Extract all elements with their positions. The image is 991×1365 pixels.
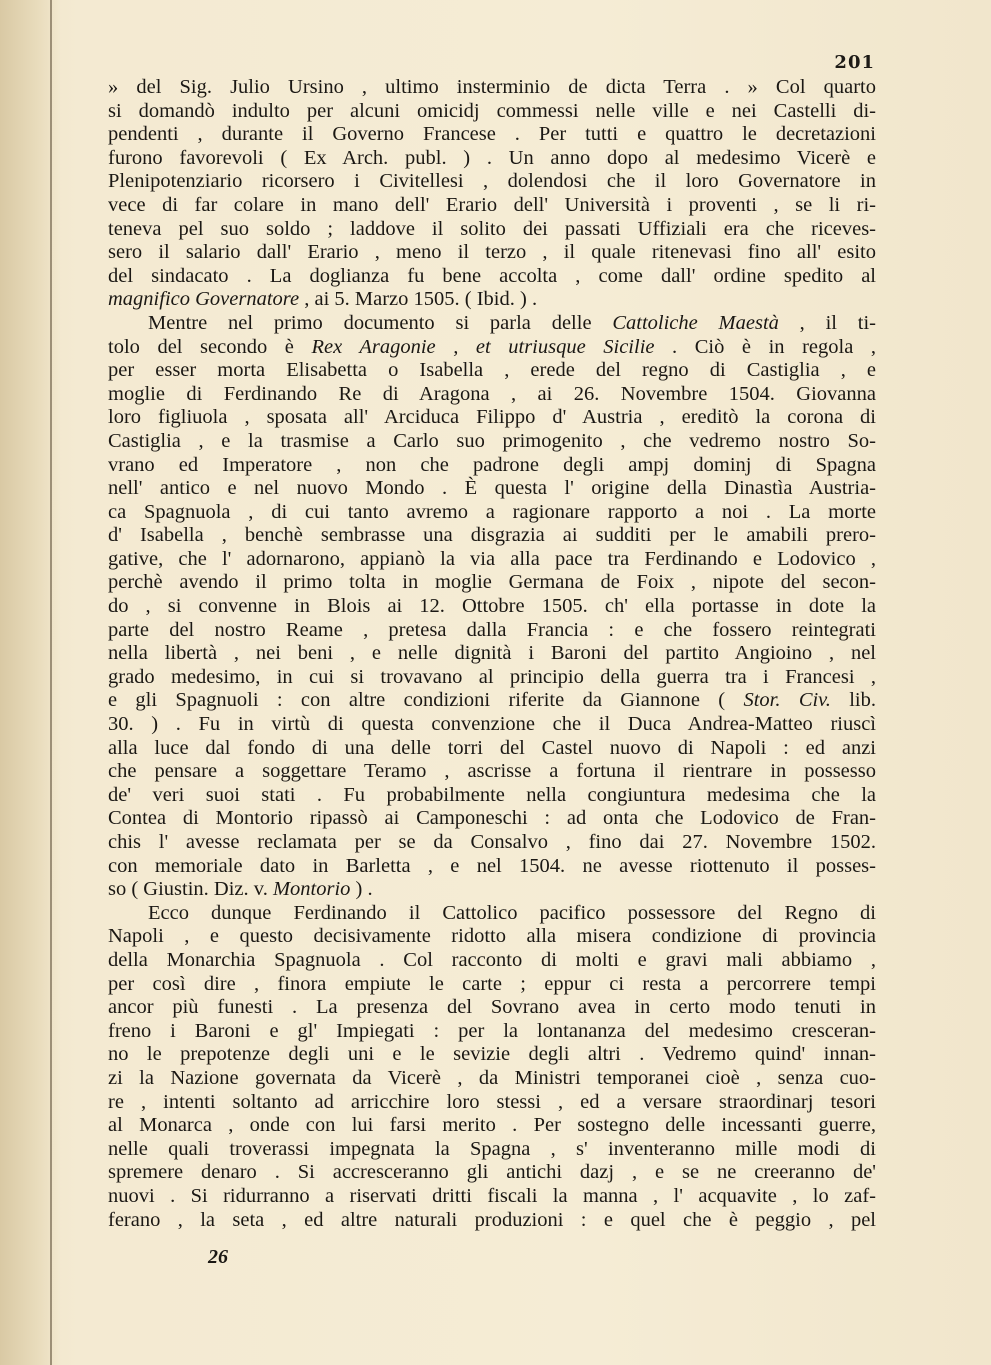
text-segment: re , intenti soltanto ad arricchire loro stessi , ed a versare straordinarj tesori: [108, 1090, 876, 1113]
text-line: [108, 524, 876, 548]
text-line: [108, 666, 876, 690]
text-segment: ferano , la seta , ed altre naturali produzioni : e quel che è peggio , pel: [108, 1208, 876, 1231]
text-line: [108, 1091, 876, 1115]
text-segment: so ( Giustin. Diz. v.: [108, 878, 273, 901]
text-line: [108, 619, 876, 643]
text-segment: teneva pel suo soldo ; laddove il solito dei passati Uffiziali era che riceves-: [108, 217, 876, 240]
text-line: [108, 1138, 876, 1162]
text-line: [108, 336, 876, 360]
text-segment: pendenti , durante il Governo Francese . Per tutti e quattro le decretazioni: [108, 123, 876, 146]
text-segment: per così dire , finora empiute le carte ; eppur ci resta a percorrere tempi: [108, 972, 876, 995]
text-line: [108, 595, 876, 619]
text-line: [108, 1067, 876, 1091]
italic-text: Montorio: [272, 878, 351, 901]
text-segment: nuovi . Si ridurranno a riservati dritti fiscali la manna , l' acquavite , lo zaf-: [108, 1184, 876, 1207]
signature-mark: 26: [208, 1246, 228, 1268]
text-segment: zi la Nazione governata da Vicerè , da Ministri temporanei cioè , senza cuo-: [108, 1066, 876, 1089]
text-segment: ancor più funesti . La presenza del Sovrano avea in certo modo tenuti in: [108, 996, 876, 1019]
italic-text: Rex Aragonie , et utriusque Sicilie: [311, 335, 655, 358]
text-segment: . Ciò è in regola ,: [654, 335, 876, 358]
text-line: [108, 925, 876, 949]
text-line: [108, 170, 876, 194]
page-number: 201: [834, 52, 875, 73]
binding-edge: [50, 0, 52, 1365]
text-segment: loro figliuola , sposata all' Arciduca Filippo d' Austria , ereditò la corona di: [108, 406, 876, 429]
text-line: [108, 1185, 876, 1209]
text-segment: spremere denaro . Si accresceranno gli antichi dazj , e se ne creeranno de': [108, 1161, 876, 1184]
text-segment: Napoli , e questo decisivamente ridotto alla misera condizione di provincia: [108, 925, 876, 948]
text-line: [108, 265, 876, 289]
text-line: [108, 100, 876, 124]
text-line: [108, 477, 876, 501]
text-line: [108, 949, 876, 973]
text-segment: furono favorevoli ( Ex Arch. publ. ) . Un anno dopo al medesimo Vicerè e: [108, 146, 876, 169]
text-segment: Castiglia , e la trasmise a Carlo suo primogenito , che vedremo nostro So-: [108, 429, 876, 452]
text-line: [108, 194, 876, 218]
text-line: [108, 76, 876, 100]
text-line: [108, 737, 876, 761]
italic-text: Cattoliche Maestà: [612, 311, 779, 334]
text-line: [108, 454, 876, 478]
text-segment: moglie di Ferdinando Re di Aragona , ai 26. Novembre 1504. Giovanna: [108, 382, 876, 405]
text-segment: perchè avendo il primo tolta in moglie Germana de Foix , nipote del secon-: [108, 571, 876, 594]
text-segment: al Monarca , onde con lui farsi merito . Per sostegno delle incessanti guerre,: [108, 1114, 876, 1137]
text-segment: d' Isabella , benchè sembrasse una disgrazia ai sudditi per le amabili prero-: [108, 524, 876, 547]
text-segment: no le prepotenze degli uni e le sevizie degli altri . Vedremo quind' innan-: [108, 1043, 876, 1066]
text-segment: freno i Baroni e gl' Impiegati : per la lontananza del medesimo cresceran-: [108, 1019, 876, 1042]
text-segment: con memoriale dato in Barletta , e nel 1504. ne avesse riottenuto il posses-: [108, 854, 876, 877]
text-line: [108, 807, 876, 831]
text-line: [108, 1043, 876, 1067]
text-line: [108, 689, 876, 713]
text-segment: nell' antico e nel nuovo Mondo . È questa l' origine della Dinastìa Austria-: [108, 477, 876, 500]
italic-text: magnifico Governatore: [108, 288, 300, 311]
text-segment: Plenipotenziario ricorsero i Civitellesi , dolendosi che il loro Governatore in: [108, 170, 876, 193]
text-line: [108, 406, 876, 430]
text-line: [108, 642, 876, 666]
text-line: [108, 973, 876, 997]
text-segment: Mentre nel primo documento si parla delle: [148, 311, 613, 334]
text-line: [108, 218, 876, 242]
text-line: [108, 359, 876, 383]
text-line: [108, 713, 876, 737]
text-line: [108, 1020, 876, 1044]
text-segment: tolo del secondo è: [108, 335, 312, 358]
text-line: [108, 878, 876, 902]
text-line: [108, 902, 876, 926]
text-segment: parte del nostro Reame , pretesa dalla Francia : e che fossero reintegrati: [108, 618, 876, 641]
text-segment: gative, che l' adornarono, appianò la via alla pace tra Ferdinando e Lodovico ,: [108, 547, 876, 570]
text-line: [108, 760, 876, 784]
text-segment: ) .: [350, 878, 373, 901]
text-line: [108, 383, 876, 407]
text-line: [108, 123, 876, 147]
text-segment: vece di far colare in mano dell' Erario dell' Università i proventi , se li ri-: [108, 193, 876, 216]
text-segment: de' veri suoi stati . Fu probabilmente nella congiuntura medesima che la: [108, 783, 876, 806]
text-segment: che pensare a soggettare Teramo , ascrisse a fortuna il rientrare in possesso: [108, 760, 876, 783]
text-line: [108, 548, 876, 572]
text-segment: » del Sig. Julio Ursino , ultimo insterminio de dicta Terra . » Col quarto: [108, 76, 876, 98]
italic-text: Stor. Civ.: [743, 689, 831, 712]
text-segment: chis l' avesse reclamata per se da Consalvo , fino dai 27. Novembre 1502.: [108, 831, 876, 853]
text-segment: per esser morta Elisabetta o Isabella , erede del regno di Castiglia , e: [108, 359, 876, 382]
text-line: [108, 241, 876, 265]
text-line: [108, 501, 876, 525]
text-line: [108, 1114, 876, 1138]
text-line: [108, 855, 876, 879]
text-segment: sero il salario dall' Erario , meno il terzo , il quale ritenevasi fino all' esito: [108, 241, 876, 264]
text-line: [108, 784, 876, 808]
text-line: [108, 571, 876, 595]
text-segment: alla luce dal fondo di una delle torri del Castel nuovo di Napoli : ed anzi: [108, 736, 876, 759]
text-line: [108, 1161, 876, 1185]
text-line: [108, 312, 876, 336]
text-segment: Ecco dunque Ferdinando il Cattolico pacifico possessore del Regno di: [148, 901, 876, 924]
text-segment: Contea di Montorio ripassò ai Camponeschi : ad onta che Lodovico de Fran-: [108, 807, 876, 830]
text-segment: si domandò indulto per alcuni omicidj commessi nelle ville e nei Castelli di-: [108, 99, 876, 122]
text-segment: do , si convenne in Blois ai 12. Ottobre 1505. ch' ella portasse in dote la: [108, 595, 876, 618]
text-line: [108, 1209, 876, 1233]
text-segment: del sindacato . La doglianza fu bene accolta , come dall' ordine spedito al: [108, 264, 876, 287]
text-segment: e gli Spagnuoli : con altre condizioni riferite da Giannone (: [108, 689, 744, 712]
text-line: [108, 288, 876, 312]
text-segment: nella libertà , nei beni , e nelle dignità i Baroni del partito Angioino , nel: [108, 642, 876, 665]
text-segment: , il ti-: [778, 311, 877, 334]
text-segment: nelle quali troverassi impegnata la Spagna , s' inventeranno mille modi di: [108, 1137, 876, 1160]
text-segment: vrano ed Imperatore , non che padrone degli ampj dominj di Spagna: [108, 453, 876, 476]
text-segment: 30. ) . Fu in virtù di questa convenzione che il Duca Andrea-Matteo riuscì: [108, 713, 876, 736]
text-segment: della Monarchia Spagnuola . Col racconto di molti e gravi mali abbiamo ,: [108, 948, 876, 971]
text-line: [108, 430, 876, 454]
text-segment: ca Spagnuola , di cui tanto avremo a ragionare rapporto a noi . La morte: [108, 500, 876, 523]
text-segment: , ai 5. Marzo 1505. ( Ibid. ) .: [299, 288, 538, 311]
body-text: [108, 76, 876, 1232]
text-line: [108, 831, 876, 855]
text-segment: grado medesimo, in cui si trovavano al principio della guerra tra i Francesi ,: [108, 665, 876, 688]
text-segment: lib.: [830, 689, 876, 712]
text-line: [108, 147, 876, 171]
text-line: [108, 996, 876, 1020]
